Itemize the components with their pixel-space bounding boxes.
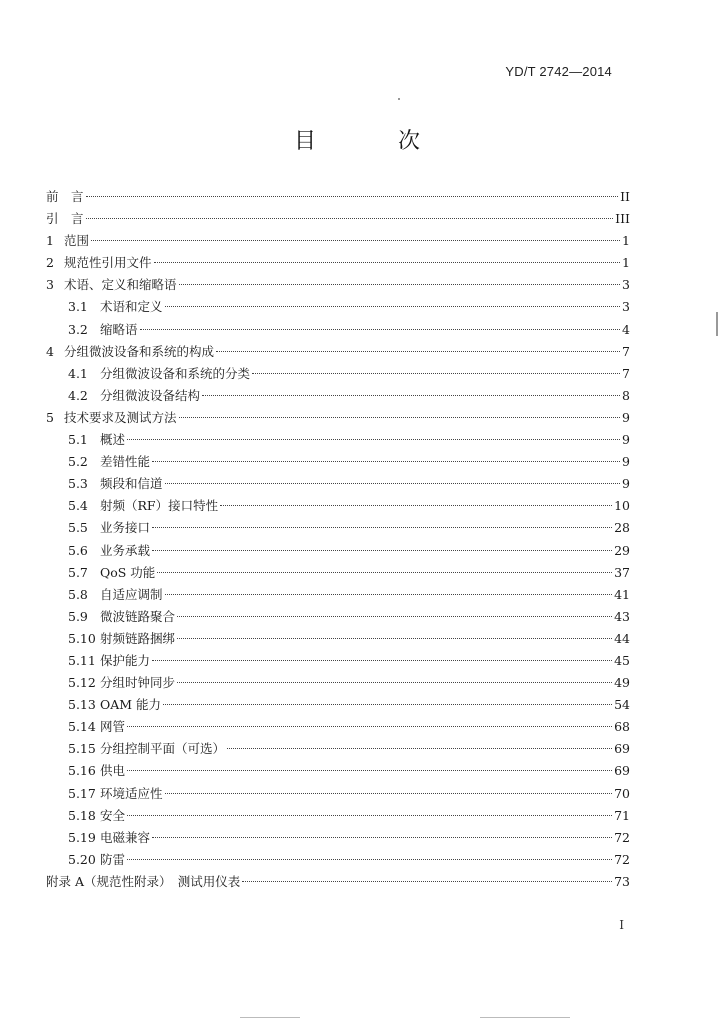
standard-code: YD/T 2742—2014 [505, 64, 612, 79]
toc-entry-label: 分组微波设备和系统的构成 [64, 343, 215, 359]
toc-entry-page: 49 [614, 675, 630, 691]
toc-entry-page: 28 [614, 520, 630, 536]
toc-entry[interactable] [46, 319, 630, 341]
toc-entry-label: 差错性能 [100, 454, 151, 470]
toc-entry-page: 7 [622, 343, 630, 359]
toc-entry[interactable] [46, 495, 630, 517]
toc-entry-label: 安全 [100, 807, 126, 823]
toc-entry-page: 41 [614, 586, 630, 602]
toc-entry-page: 54 [614, 697, 630, 713]
scan-edge-line [240, 1017, 300, 1018]
toc-entry-number: 5.8 [68, 586, 88, 602]
toc-entry-label: OAM 能力 [100, 697, 162, 713]
toc-entry-number: 5.18 [68, 807, 96, 823]
toc-dot-leader [157, 572, 612, 573]
toc-entry-page: 45 [614, 652, 630, 668]
toc-entry[interactable] [46, 672, 630, 694]
toc-entry-page: 9 [622, 432, 630, 448]
toc-dot-leader [127, 770, 612, 771]
toc-entry-number: 5.2 [68, 454, 88, 470]
toc-entry[interactable] [46, 296, 630, 318]
toc-entry-label: 附录 A（规范性附录） 测试用仪表 [46, 873, 241, 889]
toc-entry-label: 分组微波设备和系统的分类 [100, 365, 251, 381]
toc-entry-label: 前 言 [46, 189, 84, 204]
toc-dot-leader [152, 527, 612, 528]
toc-dot-leader [154, 262, 620, 263]
toc-entry-number: 4.1 [68, 365, 88, 381]
toc-entry-number: 5.9 [68, 608, 88, 624]
toc-dot-leader [165, 793, 613, 794]
toc-entry-page: 69 [614, 741, 630, 757]
toc-entry-number: 5.7 [68, 564, 88, 580]
toc-entry-number: 5.3 [68, 476, 88, 492]
toc-entry-page: 72 [614, 829, 630, 845]
toc-entry-number: 1 [46, 233, 54, 249]
toc-entry[interactable] [46, 208, 630, 230]
toc-entry-label: 分组微波设备结构 [100, 387, 201, 403]
scan-speck [398, 98, 400, 100]
toc-entry-page: 3 [622, 299, 630, 315]
toc-entry-label: 分组时钟同步 [100, 675, 176, 691]
toc-dot-leader [127, 726, 612, 727]
toc-entry-label: 环境适应性 [100, 785, 163, 801]
toc-entry-label: 供电 [100, 763, 126, 779]
toc-dot-leader [86, 196, 619, 197]
toc-dot-leader [152, 660, 612, 661]
scan-margin-mark [716, 312, 718, 336]
toc-dot-leader [127, 859, 612, 860]
page-folio: I [619, 918, 624, 932]
toc-entry-page: 7 [622, 365, 630, 381]
toc-entry-page: 70 [614, 785, 630, 801]
toc-entry[interactable] [46, 694, 630, 716]
toc-entry-label: 概述 [100, 432, 126, 448]
toc-entry[interactable] [46, 562, 630, 584]
toc-entry-label: 电磁兼容 [100, 829, 151, 845]
toc-entry-page: 68 [614, 719, 630, 735]
toc-entry[interactable] [46, 473, 630, 495]
toc-entry[interactable] [46, 407, 630, 429]
toc-entry-page: 69 [614, 763, 630, 779]
toc-entry[interactable] [46, 760, 630, 782]
toc-entry-number: 2 [46, 255, 54, 271]
toc-entry-page: 37 [614, 564, 630, 580]
toc-entry-page: 44 [614, 630, 630, 646]
toc-dot-leader [177, 616, 612, 617]
toc-dot-leader [165, 306, 620, 307]
toc-entry[interactable] [46, 517, 630, 539]
toc-entry-page: 8 [622, 387, 630, 403]
toc-dot-leader [152, 550, 612, 551]
toc-entry-label: 缩略语 [100, 321, 138, 337]
toc-dot-leader [86, 218, 614, 219]
toc-entry[interactable] [46, 186, 630, 208]
toc-entry-number: 5.12 [68, 675, 96, 691]
toc-entry-number: 5.6 [68, 542, 88, 558]
toc-entry[interactable] [46, 363, 630, 385]
toc-entry-number: 5.16 [68, 763, 96, 779]
toc-entry[interactable] [46, 849, 630, 871]
toc-entry[interactable] [46, 341, 630, 363]
toc-dot-leader [163, 704, 612, 705]
toc-entry[interactable] [46, 429, 630, 451]
toc-entry-page: 3 [622, 277, 630, 293]
toc-entry[interactable] [46, 716, 630, 738]
toc-entry-page: 29 [614, 542, 630, 558]
toc-dot-leader [202, 395, 620, 396]
toc-entry[interactable] [46, 252, 630, 274]
toc-entry-label: 规范性引用文件 [64, 255, 152, 271]
toc-entry-number: 5.5 [68, 520, 88, 536]
toc-dot-leader [127, 439, 620, 440]
toc-entry-number: 5.10 [68, 630, 96, 646]
toc-dot-leader [220, 505, 612, 506]
toc-dot-leader [177, 682, 612, 683]
toc-entry-label: 术语和定义 [100, 299, 163, 315]
toc-entry[interactable] [46, 385, 630, 407]
toc-entry[interactable] [46, 230, 630, 252]
toc-entry[interactable] [46, 783, 630, 805]
toc-entry[interactable] [46, 628, 630, 650]
toc-entry-number: 5.14 [68, 719, 96, 735]
scan-edge-line [480, 1017, 570, 1018]
toc-entry[interactable] [46, 738, 630, 760]
toc-entry-label: 网管 [100, 719, 126, 735]
toc-entry-label: 技术要求及测试方法 [64, 409, 177, 425]
toc-entry[interactable] [46, 827, 630, 849]
toc-entry-number: 4.2 [68, 387, 88, 403]
toc-entry-label: 频段和信道 [100, 476, 163, 492]
toc-entry-page: 43 [614, 608, 630, 624]
toc-entry-label: 自适应调制 [100, 586, 163, 602]
toc-dot-leader [152, 837, 612, 838]
toc-entry-label: 分组控制平面（可选） [100, 741, 226, 757]
toc-entry-number: 3 [46, 277, 54, 293]
toc-entry[interactable] [46, 805, 630, 827]
toc-entry-page: 1 [622, 233, 630, 249]
toc-dot-leader [179, 417, 620, 418]
toc-entry[interactable] [46, 451, 630, 473]
toc-dot-leader [179, 284, 620, 285]
toc-entry-page: 4 [622, 321, 630, 337]
toc-title: 目 次 [293, 129, 450, 154]
toc-dot-leader [152, 461, 620, 462]
toc-entry[interactable] [46, 274, 630, 296]
toc-entry-label: 保护能力 [100, 652, 151, 668]
toc-entry-number: 3.2 [68, 321, 88, 337]
toc-entry-page: III [615, 211, 630, 227]
toc-dot-leader [165, 483, 620, 484]
toc-entry-label: 业务接口 [100, 520, 151, 536]
toc-dot-leader [252, 373, 620, 374]
toc-entry-page: II [620, 189, 630, 204]
toc-entry-page: 9 [622, 409, 630, 425]
toc-entry[interactable] [46, 606, 630, 628]
toc-entry-label: 业务承载 [100, 542, 151, 558]
toc-entry[interactable] [46, 871, 630, 893]
toc-entry-number: 4 [46, 343, 54, 359]
toc-entry-page: 10 [614, 498, 630, 514]
toc-dot-leader [227, 748, 612, 749]
toc-entry-label: 引 言 [46, 211, 84, 227]
toc-entry-number: 5.11 [68, 652, 96, 668]
toc-entry-page: 9 [622, 454, 630, 470]
toc-dot-leader [177, 638, 612, 639]
toc-entry-number: 5.1 [68, 432, 88, 448]
toc-dot-leader [242, 881, 612, 882]
toc-entry-label: 射频（RF）接口特性 [100, 498, 219, 514]
toc-entry-number: 5.17 [68, 785, 96, 801]
toc-entry-number: 5.20 [68, 851, 96, 867]
toc-dot-leader [91, 240, 620, 241]
toc-entry[interactable] [46, 650, 630, 672]
toc-entry[interactable] [46, 540, 630, 562]
toc-entry-page: 1 [622, 255, 630, 271]
toc-entry-number: 3.1 [68, 299, 88, 315]
toc-entry-label: 射频链路捆绑 [100, 630, 176, 646]
toc-entry-label: 微波链路聚合 [100, 608, 176, 624]
toc-entry-number: 5.15 [68, 741, 96, 757]
toc-entry-number: 5 [46, 409, 54, 425]
toc-dot-leader [127, 815, 612, 816]
toc-entry-page: 73 [614, 873, 630, 889]
toc-entry-number: 5.13 [68, 697, 96, 713]
toc-entry-label: 术语、定义和缩略语 [64, 277, 177, 293]
toc-dot-leader [140, 329, 620, 330]
toc-entry-label: 范围 [64, 233, 90, 249]
toc-dot-leader [216, 351, 620, 352]
toc-entry-label: QoS 功能 [100, 564, 156, 580]
toc-entry-page: 71 [614, 807, 630, 823]
toc-entry-page: 9 [622, 476, 630, 492]
toc-dot-leader [165, 594, 613, 595]
table-of-contents [46, 186, 630, 893]
toc-entry-number: 5.19 [68, 829, 96, 845]
toc-entry-number: 5.4 [68, 498, 88, 514]
toc-entry-label: 防雷 [100, 851, 126, 867]
toc-entry-page: 72 [614, 851, 630, 867]
toc-entry[interactable] [46, 584, 630, 606]
